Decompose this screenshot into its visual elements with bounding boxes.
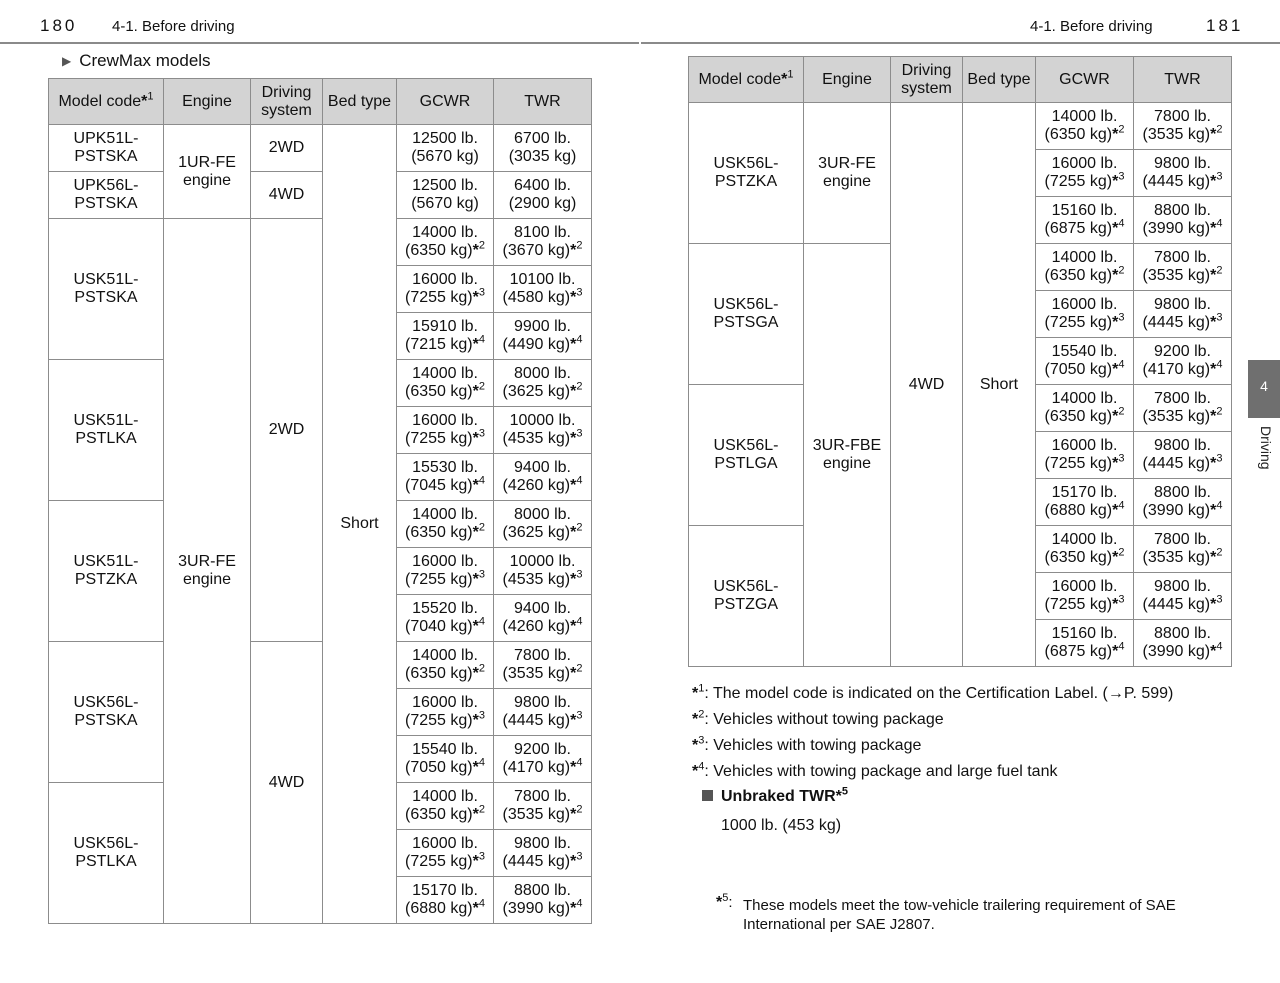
driving-system-cell: 4WD [251, 642, 323, 924]
gcwr-cell: 15160 lb. (6875 kg)*$^4$ [1036, 197, 1134, 244]
gcwr-cell: 14000 lb. (6350 kg)*$^2$ [397, 219, 494, 266]
twr-cell: 10000 lb. (4535 kg)*$^3$ [494, 407, 592, 454]
bed-type-cell: Short [323, 125, 397, 924]
header-gcwr: GCWR [1036, 57, 1134, 103]
gcwr-cell: 12500 lb. (5670 kg) [397, 172, 494, 219]
driving-system-cell: 2WD [251, 125, 323, 172]
unbraked-twr-heading: Unbraked TWR*$^5$ [702, 788, 848, 806]
header-model-code: Model code*$^1$ [49, 79, 164, 125]
gcwr-cell: 14000 lb. (6350 kg)*$^2$ [1036, 526, 1134, 573]
chapter-tab[interactable]: 4 [1248, 360, 1280, 418]
running-head-left: 4-1. Before driving [112, 18, 235, 35]
driving-system-cell: 2WD [251, 219, 323, 642]
model-code-cell: USK56L-PSTZKA [689, 103, 804, 244]
footnote-1: *$^1$: The model code is indicated on the Certification Label. (→P. 599) [692, 682, 1174, 702]
gcwr-cell: 16000 lb. (7255 kg)*$^3$ [397, 830, 494, 877]
towing-table-right [688, 56, 1232, 667]
twr-cell: 8800 lb. (3990 kg)*$^4$ [1134, 479, 1232, 526]
footnote-2: *$^2$: Vehicles without towing package [692, 708, 944, 728]
table-row [49, 219, 592, 266]
model-code-cell: UPK51L-PSTSKA [49, 125, 164, 172]
model-code-cell: USK56L-PSTSKA [49, 642, 164, 783]
model-code-cell: USK56L-PSTSGA [689, 244, 804, 385]
engine-cell: 3UR-FE engine [804, 103, 891, 244]
square-bullet-icon [702, 790, 713, 801]
twr-cell: 9800 lb. (4445 kg)*$^3$ [1134, 291, 1232, 338]
running-head-right: 4-1. Before driving [1030, 18, 1153, 35]
header-bed-type: Bed type [323, 79, 397, 125]
gcwr-cell: 15540 lb. (7050 kg)*$^4$ [1036, 338, 1134, 385]
twr-cell: 8800 lb. (3990 kg)*$^4$ [494, 877, 592, 924]
driving-system-cell: 4WD [891, 103, 963, 667]
bed-type-cell: Short [963, 103, 1036, 667]
gcwr-cell: 15540 lb. (7050 kg)*$^4$ [397, 736, 494, 783]
gcwr-cell: 16000 lb. (7255 kg)*$^3$ [1036, 573, 1134, 620]
gcwr-cell: 16000 lb. (7255 kg)*$^3$ [1036, 432, 1134, 479]
gcwr-cell: 14000 lb. (6350 kg)*$^2$ [397, 360, 494, 407]
gcwr-cell: 16000 lb. (7255 kg)*$^3$ [397, 548, 494, 595]
driving-system-cell: 4WD [251, 172, 323, 219]
table-header-row [49, 79, 592, 125]
table-header-row [689, 57, 1232, 103]
twr-cell: 8000 lb. (3625 kg)*$^2$ [494, 501, 592, 548]
twr-cell: 10000 lb. (4535 kg)*$^3$ [494, 548, 592, 595]
model-code-cell: USK56L-PSTLGA [689, 385, 804, 526]
twr-cell: 9200 lb. (4170 kg)*$^4$ [1134, 338, 1232, 385]
twr-cell: 7800 lb. (3535 kg)*$^2$ [1134, 385, 1232, 432]
page-number-left: 180 [40, 16, 78, 35]
gcwr-cell: 16000 lb. (7255 kg)*$^3$ [1036, 150, 1134, 197]
table-row [689, 103, 1232, 150]
engine-cell: 3UR-FBE engine [804, 244, 891, 667]
model-code-cell: USK51L-PSTZKA [49, 501, 164, 642]
table-row [49, 125, 592, 172]
model-code-cell: USK56L-PSTLKA [49, 783, 164, 924]
header-twr: TWR [1134, 57, 1232, 103]
chapter-tab-label: Driving [1258, 426, 1274, 470]
model-code-cell: UPK56L-PSTSKA [49, 172, 164, 219]
gcwr-cell: 15530 lb. (7045 kg)*$^4$ [397, 454, 494, 501]
gcwr-cell: 15170 lb. (6880 kg)*$^4$ [397, 877, 494, 924]
twr-cell: 8000 lb. (3625 kg)*$^2$ [494, 360, 592, 407]
twr-cell: 9400 lb. (4260 kg)*$^4$ [494, 595, 592, 642]
twr-cell: 9800 lb. (4445 kg)*$^3$ [1134, 573, 1232, 620]
model-code-cell: USK51L-PSTSKA [49, 219, 164, 360]
twr-cell: 9800 lb. (4445 kg)*$^3$ [494, 830, 592, 877]
header-model-code: Model code*$^1$ [689, 57, 804, 103]
twr-cell: 9800 lb. (4445 kg)*$^3$ [1134, 432, 1232, 479]
gcwr-cell: 15520 lb. (7040 kg)*$^4$ [397, 595, 494, 642]
twr-cell: 7800 lb. (3535 kg)*$^2$ [494, 783, 592, 830]
gcwr-cell: 14000 lb. (6350 kg)*$^2$ [397, 642, 494, 689]
engine-cell: 3UR-FE engine [164, 219, 251, 924]
twr-cell: 9200 lb. (4170 kg)*$^4$ [494, 736, 592, 783]
twr-cell: 6700 lb. (3035 kg) [494, 125, 592, 172]
triangle-bullet-icon: ▶ [62, 54, 72, 68]
header-engine: Engine [804, 57, 891, 103]
header-twr: TWR [494, 79, 592, 125]
gcwr-cell: 15160 lb. (6875 kg)*$^4$ [1036, 620, 1134, 667]
header-driving-system: Driving system [251, 79, 323, 125]
twr-cell: 7800 lb. (3535 kg)*$^2$ [1134, 526, 1232, 573]
twr-cell: 9800 lb. (4445 kg)*$^3$ [494, 689, 592, 736]
header-gcwr: GCWR [397, 79, 494, 125]
page-number-right: 181 [1206, 16, 1244, 35]
twr-cell: 7800 lb. (3535 kg)*$^2$ [1134, 244, 1232, 291]
gcwr-cell: 14000 lb. (6350 kg)*$^2$ [397, 501, 494, 548]
gcwr-cell: 12500 lb. (5670 kg) [397, 125, 494, 172]
twr-cell: 8800 lb. (3990 kg)*$^4$ [1134, 197, 1232, 244]
twr-cell: 7800 lb. (3535 kg)*$^2$ [1134, 103, 1232, 150]
model-code-cell: USK51L-PSTLKA [49, 360, 164, 501]
footnote-4: *$^4$: Vehicles with towing package and large fuel tank [692, 760, 1058, 780]
section-subheading [62, 51, 211, 71]
gcwr-cell: 16000 lb. (7255 kg)*$^3$ [397, 407, 494, 454]
gcwr-cell: 16000 lb. (7255 kg)*$^3$ [397, 689, 494, 736]
gcwr-cell: 16000 lb. (7255 kg)*$^3$ [397, 266, 494, 313]
subheading-text: CrewMax models [79, 51, 211, 70]
header-bed-type: Bed type [963, 57, 1036, 103]
table-row [49, 172, 592, 219]
gcwr-cell: 16000 lb. (7255 kg)*$^3$ [1036, 291, 1134, 338]
header-engine: Engine [164, 79, 251, 125]
gcwr-cell: 14000 lb. (6350 kg)*$^2$ [397, 783, 494, 830]
twr-cell: 7800 lb. (3535 kg)*$^2$ [494, 642, 592, 689]
twr-cell: 10100 lb. (4580 kg)*$^3$ [494, 266, 592, 313]
header-rule-right [641, 42, 1280, 44]
gcwr-cell: 14000 lb. (6350 kg)*$^2$ [1036, 244, 1134, 291]
twr-cell: 9800 lb. (4445 kg)*$^3$ [1134, 150, 1232, 197]
header-driving-system: Driving system [891, 57, 963, 103]
table-row [49, 642, 592, 689]
towing-table-left [48, 78, 592, 924]
header-rule-left [0, 42, 639, 44]
footnote-3: *$^3$: Vehicles with towing package [692, 734, 922, 754]
engine-cell: 1UR-FE engine [164, 125, 251, 219]
unbraked-twr-value: 1000 lb. (453 kg) [721, 817, 842, 834]
gcwr-cell: 14000 lb. (6350 kg)*$^2$ [1036, 385, 1134, 432]
twr-cell: 8800 lb. (3990 kg)*$^4$ [1134, 620, 1232, 667]
twr-cell: 6400 lb. (2900 kg) [494, 172, 592, 219]
gcwr-cell: 15910 lb. (7215 kg)*$^4$ [397, 313, 494, 360]
twr-cell: 9400 lb. (4260 kg)*$^4$ [494, 454, 592, 501]
twr-cell: 9900 lb. (4490 kg)*$^4$ [494, 313, 592, 360]
gcwr-cell: 15170 lb. (6880 kg)*$^4$ [1036, 479, 1134, 526]
gcwr-cell: 14000 lb. (6350 kg)*$^2$ [1036, 103, 1134, 150]
twr-cell: 8100 lb. (3670 kg)*$^2$ [494, 219, 592, 266]
model-code-cell: USK56L-PSTZGA [689, 526, 804, 667]
